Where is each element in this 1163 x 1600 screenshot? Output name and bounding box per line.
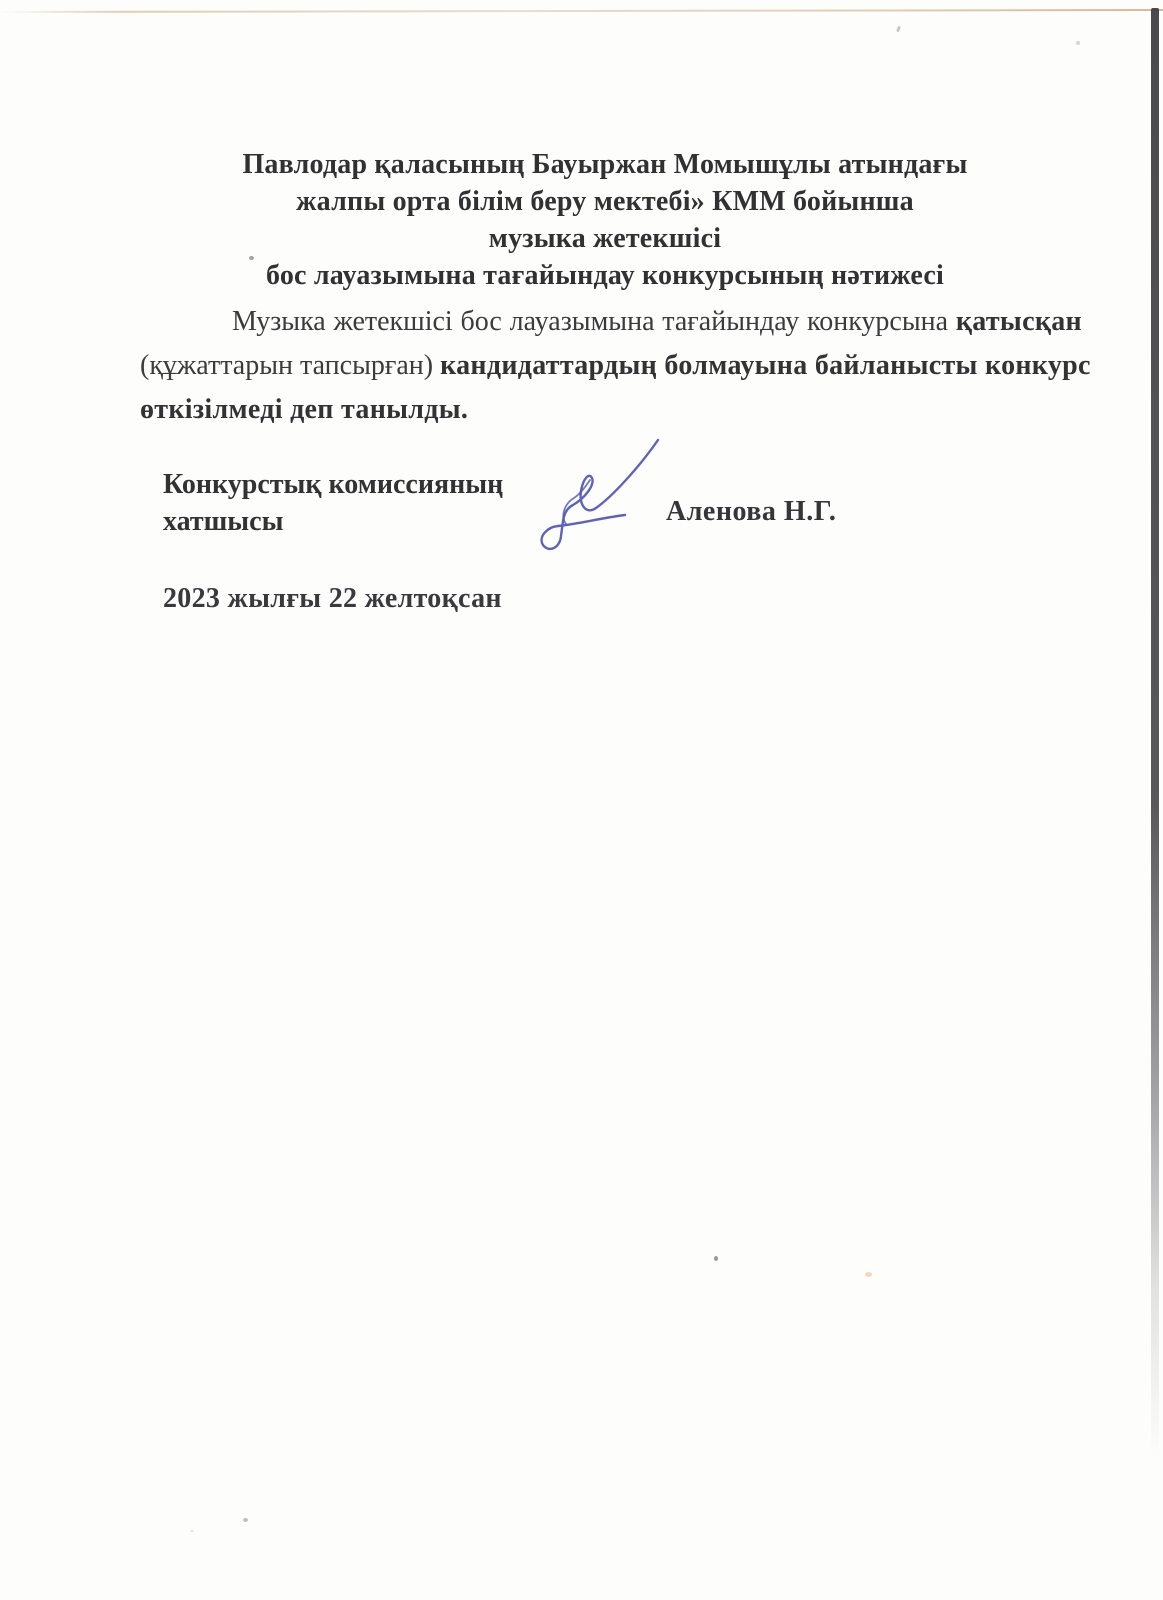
- body-line-2-regular: (құжаттарын тапсырған): [140, 350, 434, 381]
- scan-speck: [249, 256, 254, 260]
- signatory-role: [163, 466, 503, 540]
- scan-speck: [896, 26, 901, 33]
- signatory-name: Аленова Н.Г.: [666, 496, 837, 527]
- document-date: 2023 жылғы 22 желтоқсан: [163, 583, 502, 614]
- signatory-role-line-1: Конкурстық комиссияның: [163, 469, 504, 500]
- body-paragraph: [140, 300, 1091, 432]
- paper-fold-line: [0, 9, 1163, 13]
- title-line-3: музыка жетекшісі: [488, 223, 722, 254]
- scan-speck: [1076, 41, 1080, 45]
- body-line-2-bold: кандидаттардың болмауына байланысты конкурс: [440, 350, 1091, 381]
- scan-speck: [243, 1518, 248, 1522]
- scan-speck: [190, 1530, 194, 1532]
- body-line-1: [140, 300, 1082, 344]
- title-line-1: Павлодар қаласының Бауыржан Момышұлы атындағы: [242, 149, 968, 180]
- document-title: [45, 146, 1163, 294]
- scan-speck: [714, 1256, 718, 1261]
- signatory-role-line-2: хатшысы: [163, 506, 284, 537]
- signature-main-stroke: [542, 440, 658, 549]
- scan-speck: [865, 1272, 872, 1277]
- title-line-4: бос лауазымына тағайындау конкурсының нәтижесі: [265, 260, 944, 291]
- body-line-3: [140, 388, 1082, 432]
- title-line-2: жалпы орта білім беру мектебі» КММ бойынша: [296, 186, 914, 217]
- body-line-3-bold: өткізілмеді деп танылды.: [140, 394, 469, 425]
- body-line-1-bold: қатысқан: [955, 306, 1082, 337]
- handwritten-signature: [500, 428, 680, 562]
- body-line-2: [140, 344, 1091, 388]
- body-line-1-regular: Музыка жетекшісі бос лауазымына тағайындау конкурсына: [232, 306, 949, 337]
